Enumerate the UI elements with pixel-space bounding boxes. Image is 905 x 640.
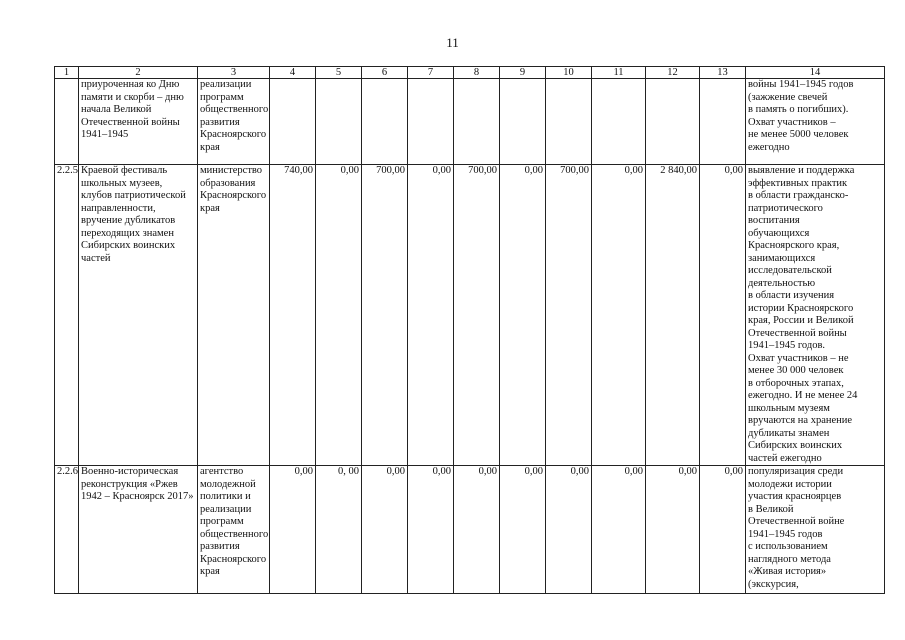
- event-name: Военно-историческая реконструкция «Ржев 1942 – Красноярск 2017»: [79, 466, 198, 594]
- value-cell: 0,00: [500, 165, 546, 466]
- page-number: 11: [446, 35, 459, 50]
- col-header: 8: [454, 67, 500, 79]
- col-header: 1: [55, 67, 79, 79]
- value-cell: [362, 79, 408, 165]
- col-header: 7: [408, 67, 454, 79]
- value-cell: [700, 79, 746, 165]
- col-header: 10: [546, 67, 592, 79]
- value-cell: 0,00: [362, 466, 408, 594]
- value-cell: [408, 79, 454, 165]
- expected-result: войны 1941–1945 годов (зажжение свечей в память о погибших). Охват участников – не менее 5000 человек ежегодно: [746, 79, 885, 165]
- value-cell: 0,00: [408, 165, 454, 466]
- col-header: 6: [362, 67, 408, 79]
- expected-result: популяризация среди молодежи истории участия красноярцев в Великой Отечественной войне 1941–1945 годов с использованием наглядного метода «Живая история» (экскурсия,: [746, 466, 885, 594]
- program-table: [54, 66, 885, 594]
- table-row: [55, 79, 885, 165]
- executor: министерство образования Красноярского края: [198, 165, 270, 466]
- col-header: 13: [700, 67, 746, 79]
- table-row: [55, 165, 885, 466]
- value-cell: [646, 79, 700, 165]
- value-cell: [270, 79, 316, 165]
- value-cell: 0,00: [270, 466, 316, 594]
- value-cell: 0,00: [454, 466, 500, 594]
- expected-result: выявление и поддержка эффективных практик в области гражданско- патриотического воспитания обучающихся Красноярского края, занимающихся исследовательской деятельностью в области изучения истории Красноярского края, России и Великой Отечественной войны 1941–1945 годов. Охват участников – не менее 30 000 человек в отборочных этапах, ежегодно. И не менее 24 школьным музеям вручаются на хранение дубликаты знамен Сибирских воинских частей ежегодно: [746, 165, 885, 466]
- table-row: [55, 466, 885, 594]
- value-cell: 740,00: [270, 165, 316, 466]
- col-header: 2: [79, 67, 198, 79]
- value-cell: [316, 79, 362, 165]
- value-cell: 0,00: [700, 165, 746, 466]
- value-cell: 0,00: [408, 466, 454, 594]
- value-cell: 0,00: [646, 466, 700, 594]
- col-header: 4: [270, 67, 316, 79]
- value-cell: [592, 79, 646, 165]
- value-cell: [500, 79, 546, 165]
- value-cell: 700,00: [454, 165, 500, 466]
- value-cell: 700,00: [546, 165, 592, 466]
- col-header: 12: [646, 67, 700, 79]
- row-code: 2.2.6: [55, 466, 79, 594]
- value-cell: 0,00: [500, 466, 546, 594]
- executor: реализации программ общественного развития Красноярского края: [198, 79, 270, 165]
- value-cell: 2 840,00: [646, 165, 700, 466]
- col-header: 9: [500, 67, 546, 79]
- col-header: 11: [592, 67, 646, 79]
- column-number-row: [55, 67, 885, 79]
- row-code: 2.2.5: [55, 165, 79, 466]
- value-cell: 0,00: [546, 466, 592, 594]
- col-header: 3: [198, 67, 270, 79]
- col-header: 5: [316, 67, 362, 79]
- executor: агентство молодежной политики и реализации программ общественного развития Красноярского края: [198, 466, 270, 594]
- value-cell: 0,00: [592, 165, 646, 466]
- value-cell: [454, 79, 500, 165]
- value-cell: 0,00: [700, 466, 746, 594]
- event-name: Краевой фестиваль школьных музеев, клубов патриотической направленности, вручение дубликатов переходящих знамен Сибирских воинских частей: [79, 165, 198, 466]
- value-cell: 0, 00: [316, 466, 362, 594]
- value-cell: 0,00: [316, 165, 362, 466]
- value-cell: 0,00: [592, 466, 646, 594]
- event-name: приуроченная ко Дню памяти и скорби – дню начала Великой Отечественной войны 1941–1945: [79, 79, 198, 165]
- col-header: 14: [746, 67, 885, 79]
- value-cell: [546, 79, 592, 165]
- row-code: [55, 79, 79, 165]
- value-cell: 700,00: [362, 165, 408, 466]
